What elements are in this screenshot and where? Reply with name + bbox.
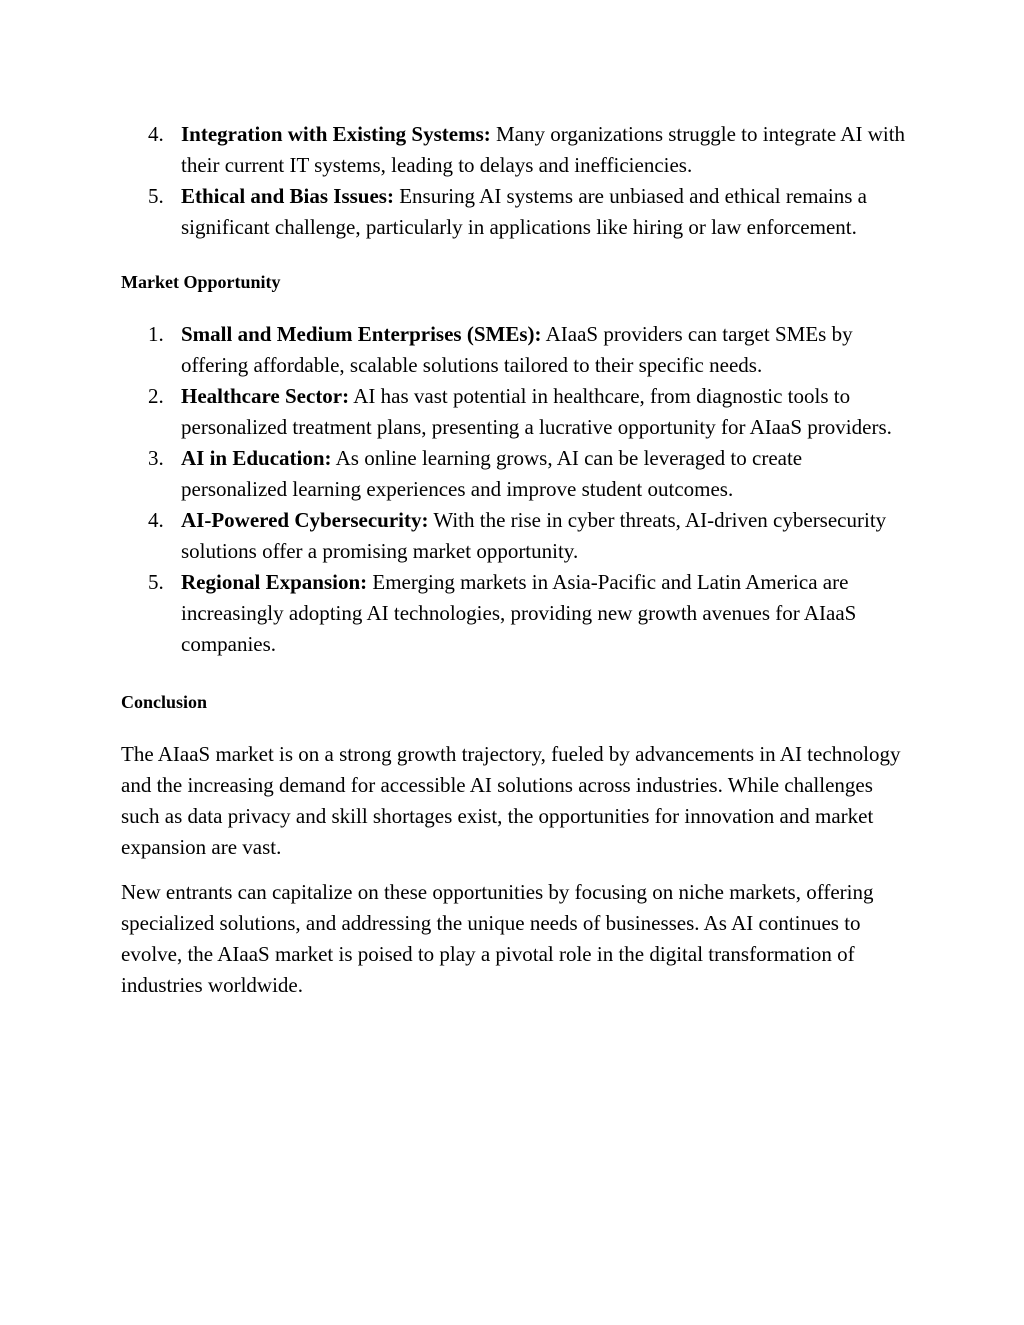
list-item [121, 567, 911, 660]
list-item [121, 181, 911, 243]
list-item-text: AIaaS providers can target SMEs by offering affordable, scalable solutions tailored to their specific needs. [181, 322, 853, 377]
list-item [121, 119, 911, 181]
list-item-number: 4. [148, 508, 164, 532]
list-item-number: 5. [148, 570, 164, 594]
list-item-number: 1. [148, 322, 164, 346]
document-content [121, 119, 911, 1001]
list-item-title: Regional Expansion: [181, 570, 368, 594]
list-item [121, 381, 911, 443]
list-item-number: 3. [148, 446, 164, 470]
list-item-text: Many organizations struggle to integrate AI with their current IT systems, leading to delays and inefficiencies. [181, 122, 906, 177]
list-item [121, 505, 911, 567]
list-item-title: Small and Medium Enterprises (SMEs): [181, 322, 542, 346]
list-item-text: With the rise in cyber threats, AI-driven cybersecurity solutions offer a promising market opportunity. [181, 508, 887, 563]
list-item-text: Ensuring AI systems are unbiased and ethical remains a significant challenge, particularly in applications like hiring or law enforcement. [181, 184, 867, 239]
conclusion-paragraph: New entrants can capitalize on these opportunities by focusing on niche markets, offering specialized solutions, and addressing the unique needs of businesses. As AI continues to evolve, the AIaaS market is poised to play a pivotal role in the digital transformation of industries worldwide. [121, 880, 874, 997]
list-item-title: AI in Education: [181, 446, 332, 470]
list-item-text: As online learning grows, AI can be leveraged to create personalized learning experiences and improve student outcomes. [181, 446, 803, 501]
list-item-number: 5. [148, 184, 164, 208]
list-item-text: AI has vast potential in healthcare, from diagnostic tools to personalized treatment plans, presenting a lucrative opportunity for AIaaS providers. [181, 384, 892, 439]
conclusion-paragraph: The AIaaS market is on a strong growth trajectory, fueled by advancements in AI technology and the increasing demand for accessible AI solutions across industries. While challenges such as data privacy and skill shortages exist, the opportunities for innovation and market expansion are vast. [121, 742, 901, 859]
conclusion-heading: Conclusion [121, 692, 208, 712]
list-item [121, 319, 911, 381]
list-item-title: Integration with Existing Systems: [181, 122, 491, 146]
challenges-list [121, 119, 911, 243]
list-item-title: Ethical and Bias Issues: [181, 184, 394, 208]
market-opportunity-heading: Market Opportunity [121, 272, 281, 292]
list-item-text: Emerging markets in Asia-Pacific and Latin America are increasingly adopting AI technologies, providing new growth avenues for AIaaS companies. [181, 570, 857, 656]
list-item-title: Healthcare Sector: [181, 384, 350, 408]
list-item [121, 443, 911, 505]
list-item-number: 4. [148, 122, 164, 146]
list-item-title: AI-Powered Cybersecurity: [181, 508, 429, 532]
list-item-number: 2. [148, 384, 164, 408]
market-opportunity-list [121, 319, 911, 660]
